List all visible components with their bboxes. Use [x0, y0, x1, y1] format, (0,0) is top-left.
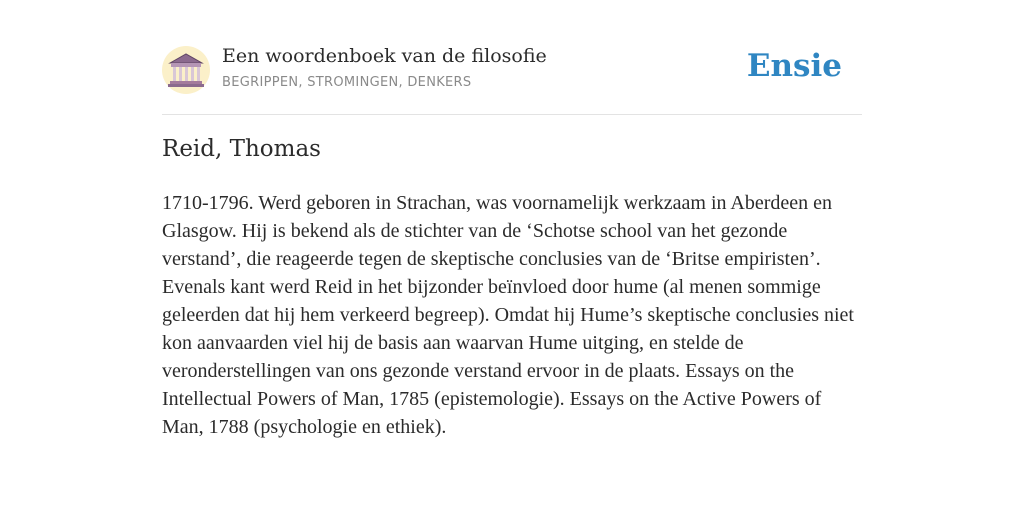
site-title[interactable]: Een woordenboek van de filosofie	[222, 45, 547, 67]
ensie-logo-link[interactable]: Ensie	[746, 48, 842, 84]
entry-title: Reid, Thomas	[162, 136, 321, 162]
temple-icon[interactable]	[162, 46, 210, 94]
entry-body: 1710-1796. Werd geboren in Strachan, was voornamelijk werkzaam in Aberdeen en Glasgow. Hij is bekend als de stichter van de ‘Schotse school van het gezonde verstand’, die reageerde tegen de skeptische conclusies van de ‘Britse empiristen’. Evenals kant werd Reid in het bijzonder beïnvloed door hume (al menen sommige geleerden dat hij hem verkeerd begreep). Omdat hij Hume’s skeptische conclusies niet kon aanvaarden viel hij de basis aan waarvan Hume uitging, en stelde de veronderstellingen van ons gezonde verstand ervoor in de plaats. Essays on the Intellectual Powers of Man, 1785 (epistemologie). Essays on the Active Powers of Man, 1788 (psychologie en ethiek).	[162, 192, 854, 438]
site-header	[162, 44, 862, 115]
site-tagline: BEGRIPPEN, STROMINGEN, DENKERS	[222, 75, 472, 90]
